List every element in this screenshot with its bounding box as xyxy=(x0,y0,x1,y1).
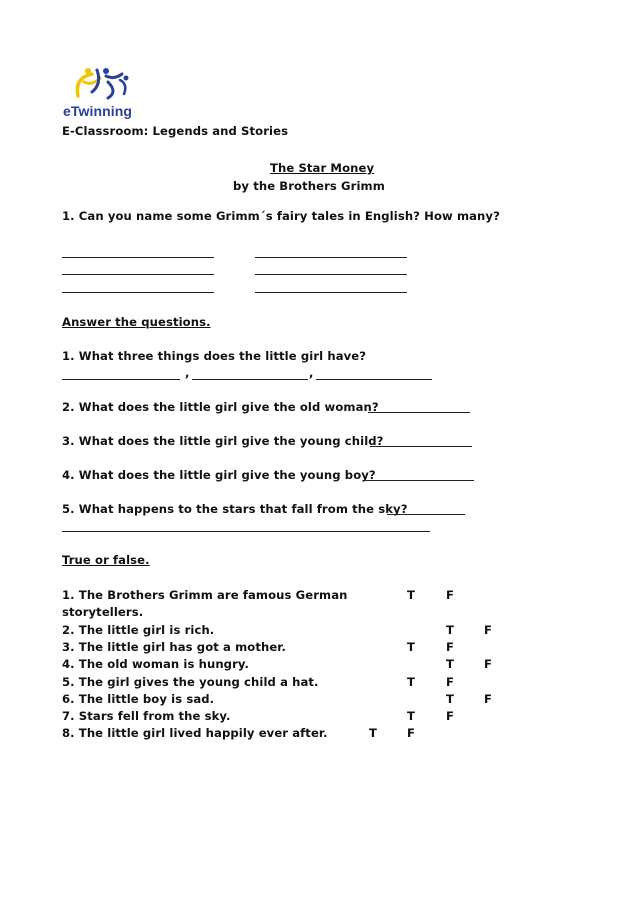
false-option[interactable]: F xyxy=(446,675,455,689)
tf-item-1-cont: storytellers. xyxy=(62,605,144,619)
true-false-heading: True or false. xyxy=(62,553,150,567)
answer-line[interactable] xyxy=(255,274,407,275)
story-title: The Star Money xyxy=(270,161,375,175)
answer-line[interactable] xyxy=(368,412,470,413)
answer-line[interactable] xyxy=(62,379,180,380)
etwinning-logo xyxy=(62,62,142,122)
false-option[interactable]: F xyxy=(446,709,455,723)
tf-item-5: 5. The girl gives the young child a hat. xyxy=(62,675,319,689)
question-4: 4. What does the little girl give the young boy? xyxy=(62,468,376,482)
answer-line[interactable] xyxy=(62,292,214,293)
false-option[interactable]: F xyxy=(484,623,493,637)
tf-item-7: 7. Stars fell from the sky. xyxy=(62,709,231,723)
true-option[interactable]: T xyxy=(446,657,455,671)
logo-text: eTwinning xyxy=(63,103,133,119)
answer-line[interactable] xyxy=(316,379,432,380)
false-option[interactable]: F xyxy=(446,588,455,602)
answer-line[interactable] xyxy=(387,514,465,515)
answer-heading: Answer the questions. xyxy=(62,315,211,329)
true-option[interactable]: T xyxy=(407,588,416,602)
question-intro: 1. Can you name some Grimm´s fairy tales in English? How many? xyxy=(62,209,500,223)
answer-line[interactable] xyxy=(62,274,214,275)
question-3: 3. What does the little girl give the young child? xyxy=(62,434,384,448)
answer-line[interactable] xyxy=(255,292,407,293)
tf-item-1: 1. The Brothers Grimm are famous German xyxy=(62,588,348,602)
false-option[interactable]: F xyxy=(407,726,416,740)
document-header: E-Classroom: Legends and Stories xyxy=(62,124,289,138)
tf-item-3: 3. The little girl has got a mother. xyxy=(62,640,286,654)
true-option[interactable]: T xyxy=(407,640,416,654)
false-option[interactable]: F xyxy=(484,692,493,706)
false-option[interactable]: F xyxy=(446,640,455,654)
true-option[interactable]: T xyxy=(369,726,378,740)
question-5: 5. What happens to the stars that fall from the sky? xyxy=(62,502,408,516)
separator: , xyxy=(185,366,190,380)
answer-line[interactable] xyxy=(370,446,472,447)
true-option[interactable]: T xyxy=(446,692,455,706)
true-option[interactable]: T xyxy=(407,709,416,723)
false-option[interactable]: F xyxy=(484,657,493,671)
true-option[interactable]: T xyxy=(407,675,416,689)
answer-line[interactable] xyxy=(62,531,430,532)
true-option[interactable]: T xyxy=(446,623,455,637)
tf-item-4: 4. The old woman is hungry. xyxy=(62,657,249,671)
question-1: 1. What three things does the little girl have? xyxy=(62,349,367,363)
question-2: 2. What does the little girl give the old woman? xyxy=(62,400,379,414)
tf-item-8: 8. The little girl lived happily ever after. xyxy=(62,726,328,740)
separator: , xyxy=(309,366,314,380)
tf-item-2: 2. The little girl is rich. xyxy=(62,623,215,637)
tf-item-6: 6. The little boy is sad. xyxy=(62,692,215,706)
answer-line[interactable] xyxy=(255,257,407,258)
answer-line[interactable] xyxy=(363,480,474,481)
story-subtitle: by the Brothers Grimm xyxy=(233,179,385,193)
answer-line[interactable] xyxy=(62,257,214,258)
answer-line[interactable] xyxy=(192,379,308,380)
